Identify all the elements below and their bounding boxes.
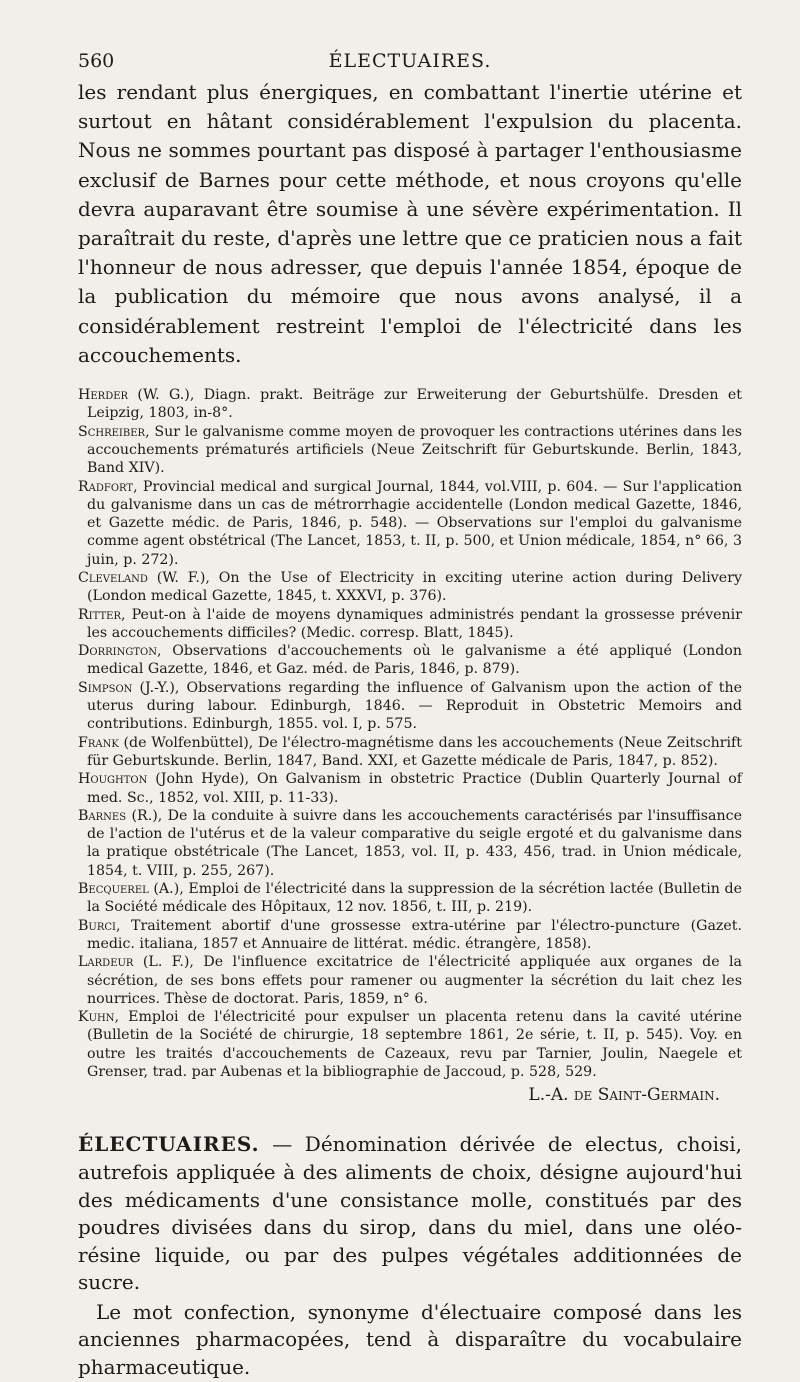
reference-author: Cleveland: [78, 570, 148, 586]
reference-author: Schreiber: [78, 423, 146, 440]
dictionary-entry: [78, 1131, 742, 1381]
reference-text: , Emploi de l'électricité pour expulser un placenta retenu dans la cavité utérine (Bulletin de la Société de chirurgie, 18 septembre 1861, 2e série, t. II, p. 545). Voy. en outre les traités d'accouchements de Cazeaux, revu par Tarnier, Joulin, Naegele et Grenser, trad. par Aubenas et la bibliographie de Jaccoud, p. 528, 529.: [87, 1009, 742, 1081]
reference-text: (J.-Y.), Observations regarding the influence of Galvanism upon the action of the uterus during labour. Edinburgh, 1846. — Reproduit in Obstetric Memoirs and contributions. Edinburgh, 1855. vol. I, p. 575.: [87, 679, 742, 733]
reference-text: , Observations d'accouchements où le galvanisme a été appliqué (London medical Gazette, 1846, et Gaz. méd. de Paris, 1846, p. 879).: [87, 643, 742, 678]
reference-entry: [78, 569, 742, 606]
reference-text: (de Wolfenbüttel), De l'électro-magnétisme dans les accouchements (Neue Zeitschrift für Geburtskunde. Berlin, 1847, Band. XXI, et Gazette médicale de Paris, 1847, p. 852).: [87, 734, 742, 769]
entry-second-paragraph: Le mot confection, synonyme d'électuaire composé dans les anciennes pharmacopées, tend à disparaître du vocabulaire pharmaceutique.: [78, 1299, 742, 1380]
reference-text: , Peut-on à l'aide de moyens dynamiques administrés pendant la grossesse prévenir les accouchements difficiles? (Medic. corresp. Blatt, 1845).: [87, 606, 742, 641]
author-signature: L.-A. de Saint-Germain.: [528, 1085, 720, 1106]
reference-text: , Sur le galvanisme comme moyen de provoquer les contractions utérines dans les accouchements prématurés artificiels (Neue Zeitschrift für Geburtskunde. Berlin, 1843, Band XIV).: [87, 423, 742, 477]
reference-entry: [78, 807, 742, 880]
entry-definition-paragraph: [78, 1131, 742, 1297]
reference-author: Becquerel: [78, 881, 149, 898]
reference-entry: [78, 880, 742, 917]
reference-entry: [78, 642, 742, 679]
page-number: 560: [78, 50, 115, 72]
reference-entry: [78, 679, 742, 734]
reference-author: Frank: [78, 734, 119, 751]
lead-paragraph: les rendant plus énergiques, en combattant l'inertie utérine et surtout en hâtant considérablement l'expulsion du placenta. Nous ne sommes pourtant pas disposé à partager l'enthousiasme exclusif de Barnes pour cette méthode, et nous croyons qu'elle devra auparavant être soumise à une sévère expérimentation. Il paraîtrait du reste, d'après une lettre que ce praticien nous a fait l'honneur de nous adresser, que depuis l'année 1854, époque de la publication du mémoire que nous avons analysé, il a considérablement restreint l'emploi de l'électricité dans les accouchements.: [78, 80, 742, 367]
reference-entry: [78, 1008, 742, 1081]
reference-author: Ritter: [78, 606, 121, 623]
reference-text: , Provincial medical and surgical Journal, 1844, vol.VIII, p. 604. — Sur l'application du galvanisme dans un cas de métrorrhagie accidentelle (London medical Gazette, 1846, et Gazette médic. de Paris, 1846, p. 548). — Observations sur l'emploi du galvanisme comme agent obstétrical (The Lancet, 1853, t. II, p. 500, et Union médicale, 1854, n° 66, 3 juin, p. 272).: [87, 478, 742, 568]
reference-text: (A.), Emploi de l'électricité dans la suppression de la sécrétion lactée (Bulletin de la Société médicale des Hôpitaux, 12 nov. 1856, t. III, p. 219).: [87, 881, 742, 916]
page-header: [78, 44, 742, 78]
reference-entry: [78, 478, 742, 569]
running-head: ÉLECTUAIRES.: [328, 50, 492, 72]
reference-entry: [78, 734, 742, 771]
page: [78, 44, 742, 1382]
reference-entry: [78, 770, 742, 807]
reference-author: Houghton: [78, 771, 148, 788]
bibliography: [78, 386, 742, 1081]
reference-entry: [78, 386, 742, 423]
reference-author: Barnes: [78, 807, 127, 824]
reference-entry: [78, 917, 742, 954]
reference-text: (John Hyde), On Galvanism in obstetric Practice (Dublin Quarterly Journal of med. Sc., 1852, vol. XIII, p. 11-33).: [87, 771, 742, 806]
reference-author: Simpson: [78, 679, 133, 696]
reference-author: Kuhn: [78, 1009, 115, 1026]
reference-entry: [78, 953, 742, 1008]
reference-text: (L. F.), De l'influence excitatrice de l'électricité appliquée aux organes de la sécrétion, de ses bons effets pour ramener ou augmenter la sécrétion du lait chez les nourrices. Thèse de doctorat. Paris, 1859, n° 6.: [87, 954, 742, 1007]
reference-text: , Traitement abortif d'une grossesse extra-utérine par l'électro-puncture (Gazet. medic. italiana, 1857 et Annuaire de littérat. médic. étrangère, 1858).: [87, 917, 742, 952]
entry-definition: — Dénomination dérivée de electus, choisi, autrefois appliquée à des aliments de choix, désigne aujourd'hui des médicaments d'une consistance molle, constitués par des poudres divisées dans du sirop, dans du miel, dans une oléo-résine liquide, ou par des pulpes végétales additionnées de sucre.: [78, 1132, 742, 1295]
reference-text: (W. F.), On the Use of Electricity in exciting uterine action during Delivery (London medical Gazette, 1845, t. XXXVI, p. 376).: [87, 570, 742, 605]
reference-text: (R.), De la conduite à suivre dans les accouchements caractérisés par l'insuffisance de l'action de l'utérus et de la valeur comparative du seigle ergoté et du galvanisme dans la pratique obstétricale (The Lancet, 1853, vol. II, p. 433, 456, trad. in Union médicale, 1854, t. VIII, p. 255, 267).: [87, 807, 742, 879]
reference-text: (W. G.), Diagn. prakt. Beiträge zur Erweiterung der Geburtshülfe. Dresden et Leipzig, 1803, in-8°.: [87, 387, 742, 422]
reference-author: Herder: [78, 387, 129, 404]
reference-author: Burci: [78, 917, 116, 934]
reference-entry: [78, 423, 742, 478]
reference-entry: [78, 606, 742, 643]
reference-author: Dorrington: [78, 643, 157, 660]
entry-headword: ÉLECTUAIRES.: [78, 1132, 260, 1157]
reference-author: Lardeur: [78, 954, 134, 971]
reference-author: Radfort: [78, 478, 134, 495]
